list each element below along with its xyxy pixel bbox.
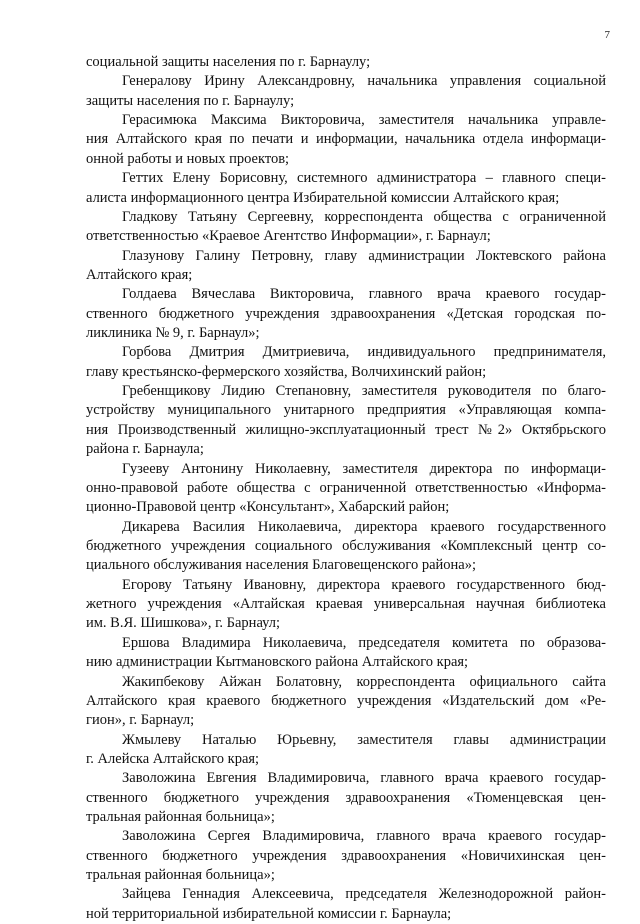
text-line: Егорову Татьяну Ивановну, директора краевого государственного бюд-	[122, 576, 606, 593]
paragraph	[86, 673, 606, 731]
text-line: бюджетного учреждения социального обслуживания «Комплексный центр со-	[86, 537, 606, 554]
text-line: им. В.Я. Шишкова», г. Барнаул;	[86, 615, 281, 632]
paragraph	[86, 111, 606, 169]
text-line: устройству муниципального унитарного предприятия «Управляющая компа-	[86, 402, 606, 419]
text-line: Гузееву Антонину Николаевну, заместителя директора по информаци-	[122, 460, 606, 477]
text-line: Ершова Владимира Николаевича, председателя комитета по образова-	[122, 634, 606, 651]
text-line: Гребенщикову Лидию Степановну, заместителя руководителя по благо-	[122, 383, 606, 400]
text-line: Заволожина Сергея Владимировича, главного врача краевого государ-	[122, 828, 606, 845]
text-line: Геттих Елену Борисовну, системного администратора – главного специ-	[122, 170, 606, 187]
text-line: тральная районная больница»;	[86, 809, 275, 826]
text-line: ния Алтайского края по печати и информации, начальника отдела информаци-	[86, 131, 606, 148]
text-line: Гладкову Татьяну Сергеевну, корреспондента общества с ограниченной	[122, 208, 606, 225]
text-line: Дикарева Василия Николаевича, директора краевого государственного	[122, 518, 606, 535]
paragraph	[86, 518, 606, 576]
paragraph	[86, 343, 606, 382]
document-body	[86, 53, 606, 924]
text-line: Заволожина Евгения Владимировича, главного врача краевого государ-	[122, 770, 606, 787]
page-number: 7	[604, 29, 610, 41]
paragraph	[86, 382, 606, 459]
text-line: ственного бюджетного учреждения здравоохранения «Детская городская по-	[86, 305, 606, 322]
paragraph	[86, 285, 606, 343]
text-line: ной территориальной избирательной комиссии г. Барнаула;	[86, 905, 452, 922]
text-line: онно-правовой работе общества с ограниченной ответственностью «Информа-	[86, 479, 606, 496]
paragraph	[86, 634, 606, 673]
text-line: Алтайского края;	[86, 266, 193, 283]
text-line: ответственностью «Краевое Агентство Информации», г. Барнаул;	[86, 228, 491, 245]
text-line: ликлиника № 9, г. Барнаул»;	[86, 325, 260, 342]
text-line: ционно-Правовой центр «Консультант», Хабарский район;	[86, 499, 450, 516]
paragraph	[86, 769, 606, 827]
text-line: социальной защиты населения по г. Барнаулу;	[86, 54, 371, 70]
paragraph	[86, 208, 606, 247]
text-line: защиты населения по г. Барнаулу;	[86, 92, 295, 109]
paragraph	[86, 247, 606, 286]
text-line: Алтайского края краевого бюджетного учреждения «Издательский дом «Ре-	[86, 692, 606, 709]
text-line: тральная районная больница»;	[86, 867, 275, 884]
paragraph	[86, 576, 606, 634]
paragraph	[86, 827, 606, 885]
text-line: Зайцева Геннадия Алексеевича, председателя Железнодорожной район-	[122, 886, 606, 903]
text-line: Генералову Ирину Александровну, начальника управления социальной	[122, 73, 606, 90]
text-line: г. Алейска Алтайского края;	[86, 750, 260, 767]
text-line: района г. Барнаула;	[86, 441, 204, 458]
text-line: жетного учреждения «Алтайская краевая универсальная научная библиотека	[86, 596, 606, 613]
text-line: циального обслуживания населения Благовещенского района»;	[86, 557, 476, 574]
text-line: Глазунову Галину Петровну, главу администрации Локтевского района	[122, 247, 606, 264]
text-line: онной работы и новых проектов;	[86, 150, 290, 167]
text-line: алиста информационного центра Избирательной комиссии Алтайского края;	[86, 189, 560, 206]
paragraph	[86, 460, 606, 518]
text-line: Голдаева Вячеслава Викторовича, главного врача краевого государ-	[122, 286, 606, 303]
text-line: главу крестьянско-фермерского хозяйства, Волчихинский район;	[86, 363, 487, 380]
text-line: гион», г. Барнаул;	[86, 712, 195, 729]
paragraph	[86, 53, 606, 72]
paragraph	[86, 72, 606, 111]
text-line: Горбова Дмитрия Дмитриевича, индивидуального предпринимателя,	[122, 344, 606, 361]
paragraph	[86, 169, 606, 208]
text-line: Герасимюка Максима Викторовича, заместителя начальника управле-	[122, 112, 606, 129]
text-line: Жакипбекову Айжан Болатовну, корреспондента официального сайта	[122, 673, 606, 690]
text-line: нию администрации Кытмановского района Алтайского края;	[86, 654, 469, 671]
text-line: ственного бюджетного учреждения здравоохранения «Тюменцевская цен-	[86, 789, 606, 806]
text-line: ния Производственный жилищно-эксплуатационный трест №2» Октябрьского	[86, 421, 606, 438]
text-line: Жмылеву Наталью Юрьевну, заместителя главы администрации	[122, 731, 606, 748]
text-line: ственного бюджетного учреждения здравоохранения «Новичихинская цен-	[86, 847, 606, 864]
paragraph	[86, 731, 606, 770]
